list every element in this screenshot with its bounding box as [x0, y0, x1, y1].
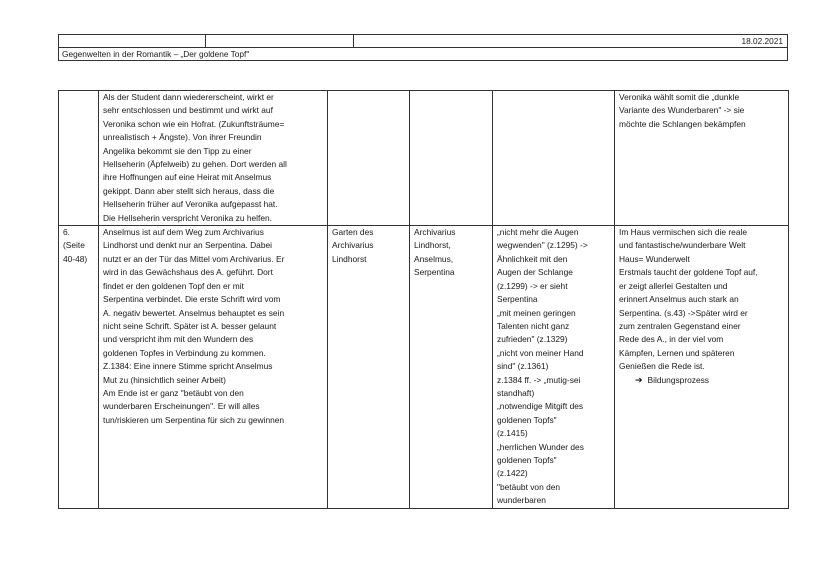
place-cell: [328, 91, 410, 226]
arrow-right-icon: ➔: [635, 374, 643, 385]
interpretation-cell: Veronika wählt somit die „dunkle Variante des Wunderbaren" -> sie möchte die Schlangen bekämpfen: [615, 91, 789, 226]
interpretation-cell: [615, 226, 789, 509]
header-table: [58, 34, 788, 61]
chapter-cell: 6. (Seite 40-48): [59, 226, 99, 509]
characters-cell: [410, 91, 493, 226]
header-cell-empty-2: [206, 35, 354, 48]
table-row: [59, 226, 789, 509]
document-title: Gegenwelten in der Romantik – „Der goldene Topf": [59, 48, 788, 61]
conclusion-line: [619, 374, 784, 387]
header-cell-empty-1: [59, 35, 206, 48]
header-row-date: [59, 35, 788, 48]
quotes-cell: „nicht mehr die Augen wegwenden" (z.1295) -> Ähnlichkeit mit den Augen der Schlange (z.1299) -> er sieht Serpentina „mit meinen geringen Talenten nicht ganz zufrieden" (z.1329) „nicht von meiner Hand sind" (z.1361) z.1384 ff. -> „mutig-sei standhaft) „notwendige Mitgift des goldenen Topfs" (z.1415) „herrlichen Wunder des goldenen Topfs" (z.1422) "betäubt von den wunderbaren: [493, 226, 615, 509]
quotes-cell: [493, 91, 615, 226]
content-cell: Anselmus ist auf dem Weg zum Archivarius Lindhorst und denkt nur an Serpentina. Dabei nutzt er an der Tür das Mittel vom Archivarius. Er wird in das Gewächshaus des A. geführt. Dort findet er den goldenen Topf den er mit Serpentina verbindet. Die erste Schrift wird vom A. negativ bewertet. Anselmus behauptet es sein nicht seine Schrift. Später ist A. besser gelaunt und verspricht ihm mit den Wundern des goldenen Topfes in Verbindung zu kommen. Z.1384: Eine innere Stimme spricht Anselmus Mut zu (hinsichtlich seiner Arbeit) Am Ende ist er ganz "betäubt von den wunderbaren Erscheinungen". Er will alles tun/riskieren um Serpentina für sich zu gewinnen: [99, 226, 328, 509]
conclusion-text: Bildungsprozess: [647, 374, 709, 385]
content-cell: Als der Student dann wiedererscheint, wirkt er sehr entschlossen und bestimmt und wirkt auf Veronika schon wie ein Hofrat. (Zukunftsträume= unrealistisch + Ängste). Von ihrer Freundin Angelika bekommt sie den Tipp zu einer Hellseherin (Äpfelweib) zu gehen. Dort werden all ihre Hoffnungen auf eine Heirat mit Anselmus gekippt. Dann aber stellt sich heraus, dass die Hellseherin früher auf Veronika aufgepasst hat. Die Hellseherin verspricht Veronika zu helfen.: [99, 91, 328, 226]
table-row: [59, 91, 789, 226]
document-date: 18.02.2021: [354, 35, 788, 48]
interpretation-text: Im Haus vermischen sich die reale und fantastische/wunderbare Welt Haus= Wunderwelt Erstmals taucht der goldene Topf auf, er zeigt allerlei Gestalten und erinnert Anselmus auch stark an Serpentina. (s.43) ->Später wird er zum zentralen Gegenstand einer Rede des A., in der viel vom Kämpfen, Lernen und späteren Genießen die Rede ist.: [619, 227, 758, 372]
place-cell: Garten des Archivarius Lindhorst: [328, 226, 410, 509]
header-row-title: [59, 48, 788, 61]
chapter-cell: [59, 91, 99, 226]
characters-cell: Archivarius Lindhorst, Anselmus, Serpentina: [410, 226, 493, 509]
analysis-table: [58, 90, 789, 509]
